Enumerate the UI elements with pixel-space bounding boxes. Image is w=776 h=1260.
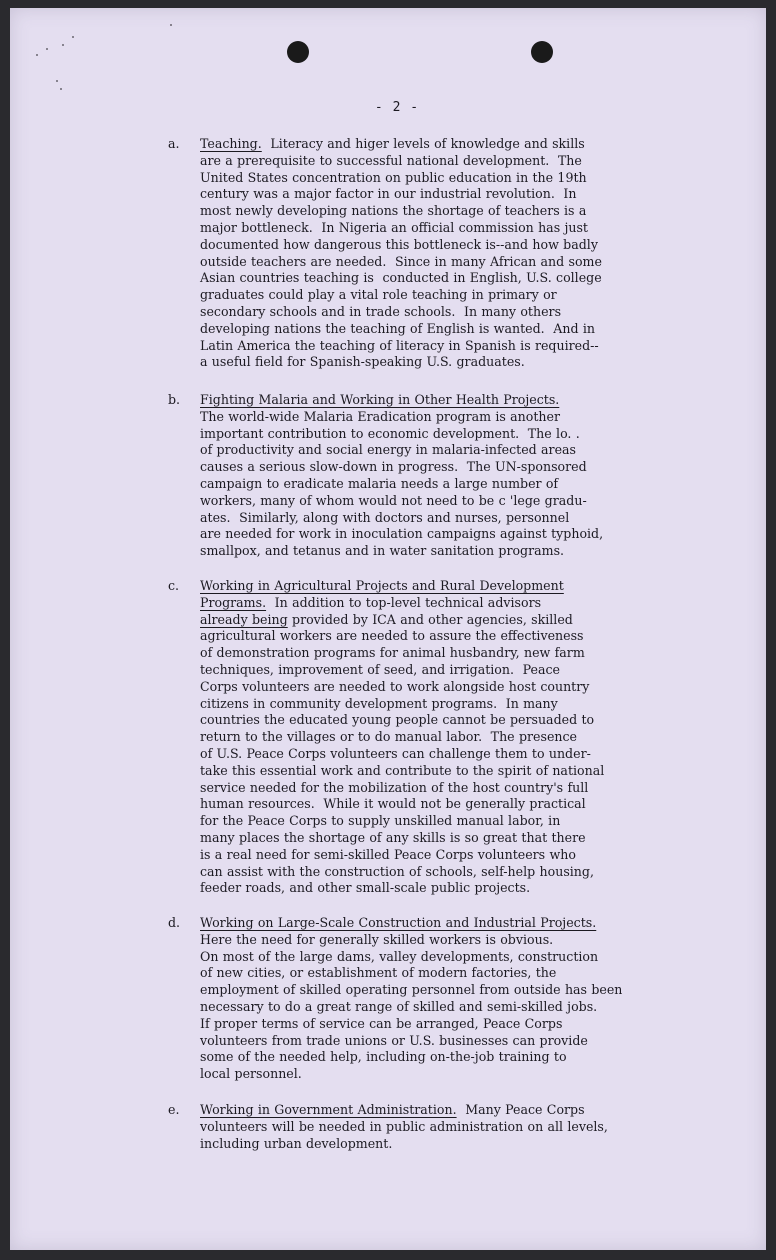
line-text: a useful field for Spanish-speaking U.S. graduates. — [200, 354, 525, 370]
text-line — [200, 999, 706, 1016]
text-line — [200, 729, 706, 746]
section-heading: already being — [200, 611, 288, 627]
section-d — [170, 915, 706, 1083]
line-text: countries the educated young people cannot be persuaded to — [200, 712, 595, 728]
line-text: century was a major factor in our industrial revolution. In — [200, 186, 577, 202]
paper-speck — [56, 80, 58, 82]
section-e — [170, 1102, 706, 1152]
text-line — [200, 746, 706, 763]
section-a — [170, 136, 706, 371]
text-line — [200, 543, 706, 560]
text-line — [200, 595, 706, 612]
section-marker: b. — [168, 392, 181, 407]
line-text: are needed for work in inoculation campaigns against typhoid, — [200, 526, 604, 542]
text-line — [200, 1136, 706, 1153]
document-page — [10, 8, 766, 1250]
text-line — [200, 153, 706, 170]
text-line — [200, 578, 706, 595]
text-line — [200, 459, 706, 476]
text-line — [200, 628, 706, 645]
section-paragraph — [200, 1102, 706, 1152]
text-line — [200, 476, 706, 493]
line-text: techniques, improvement of seed, and irrigation. Peace — [200, 661, 560, 677]
text-line — [200, 254, 706, 271]
text-line — [200, 186, 706, 203]
paper-speck — [72, 36, 74, 38]
line-text: most newly developing nations the shortage of teachers is a — [200, 203, 587, 219]
text-line — [200, 338, 706, 355]
line-text: provided by ICA and other agencies, skilled — [287, 611, 573, 627]
paper-speck — [60, 88, 62, 90]
paper-speck — [46, 48, 48, 50]
text-line — [200, 915, 706, 932]
section-marker: e. — [168, 1102, 180, 1117]
section-paragraph — [200, 136, 706, 371]
text-line — [200, 1102, 706, 1119]
line-text: documented how dangerous this bottleneck is--and how badly — [200, 236, 598, 252]
line-text: United States concentration on public education in the 19th — [200, 169, 587, 185]
line-text: Literacy and higer levels of knowledge and skills — [261, 136, 585, 151]
line-text: campaign to eradicate malaria needs a large number of — [200, 475, 559, 491]
line-text: of demonstration programs for animal husbandry, new farm — [200, 645, 585, 661]
line-text: agricultural workers are needed to assure the effectiveness — [200, 628, 584, 644]
text-line — [200, 1016, 706, 1033]
line-text: is a real need for semi-skilled Peace Corps volunteers who — [200, 846, 576, 862]
line-text: smallpox, and tetanus and in water sanitation programs. — [200, 543, 565, 559]
text-line — [200, 645, 706, 662]
line-text: ates. Similarly, along with doctors and nurses, personnel — [200, 509, 570, 525]
text-line — [200, 662, 706, 679]
text-line — [200, 426, 706, 443]
text-line — [200, 170, 706, 187]
section-c — [170, 578, 706, 897]
line-text: The world-wide Malaria Eradication program is another — [200, 408, 561, 424]
line-text: human resources. While it would not be generally practical — [200, 796, 586, 812]
line-text: service needed for the mobilization of the host country's full — [200, 779, 589, 795]
line-text: Corps volunteers are needed to work alongside host country — [200, 678, 590, 694]
text-line — [200, 510, 706, 527]
line-text: volunteers from trade unions or U.S. businesses can provide — [200, 1032, 588, 1048]
text-line — [200, 1049, 706, 1066]
line-text: are a prerequisite to successful national development. The — [200, 152, 582, 168]
text-line — [200, 712, 706, 729]
paper-speck — [62, 44, 64, 46]
text-line — [200, 982, 706, 999]
text-line — [200, 780, 706, 797]
line-text: local personnel. — [200, 1066, 302, 1082]
line-text: employment of skilled operating personnel from outside has been — [200, 982, 623, 998]
line-text: of new cities, or establishment of modern factories, the — [200, 965, 557, 981]
line-text: important contribution to economic development. The lo. . — [200, 425, 580, 441]
text-line — [200, 442, 706, 459]
text-line — [200, 965, 706, 982]
line-text: major bottleneck. In Nigeria an official commission has just — [200, 219, 588, 235]
text-line — [200, 949, 706, 966]
text-line — [200, 203, 706, 220]
line-text: causes a serious slow-down in progress. The UN-sponsored — [200, 459, 587, 475]
line-text: of U.S. Peace Corps volunteers can challenge them to under- — [200, 745, 591, 761]
line-text: volunteers will be needed in public administration on all levels, — [200, 1118, 608, 1134]
line-text: workers, many of whom would not need to be c 'lege gradu- — [200, 492, 587, 508]
punch-hole-right — [531, 41, 553, 63]
section-paragraph — [200, 915, 706, 1083]
line-text: graduates could play a vital role teaching in primary or — [200, 287, 557, 303]
section-heading: Working in Government Administration. — [200, 1102, 457, 1117]
line-text: On most of the large dams, valley developments, construction — [200, 948, 599, 964]
section-paragraph — [200, 578, 706, 897]
text-line — [200, 813, 706, 830]
section-heading: Teaching. — [200, 136, 262, 151]
text-line — [200, 526, 706, 543]
text-line — [200, 392, 706, 409]
line-text: many places the shortage of any skills is so great that there — [200, 829, 586, 845]
line-text: Many Peace Corps — [456, 1102, 585, 1117]
section-b — [170, 392, 706, 560]
text-line — [200, 321, 706, 338]
line-text: If proper terms of service can be arranged, Peace Corps — [200, 1015, 563, 1031]
punch-hole-left — [287, 41, 309, 63]
page-number: - 2 - — [374, 100, 420, 115]
section-marker: d. — [168, 915, 181, 930]
line-text: take this essential work and contribute to the spirit of national — [200, 762, 605, 778]
section-heading: Working on Large-Scale Construction and Industrial Projects. — [200, 915, 597, 930]
line-text: Latin America the teaching of literacy in Spanish is required-- — [200, 337, 599, 353]
text-line — [200, 220, 706, 237]
section-paragraph — [200, 392, 706, 560]
line-text: including urban development. — [200, 1135, 393, 1151]
text-line — [200, 796, 706, 813]
text-line — [200, 493, 706, 510]
text-line — [200, 763, 706, 780]
text-line — [200, 696, 706, 713]
text-line — [200, 1119, 706, 1136]
line-text: some of the needed help, including on-the-job training to — [200, 1049, 567, 1065]
line-text: outside teachers are needed. Since in many African and some — [200, 253, 602, 269]
paper-speck — [170, 24, 172, 26]
section-marker: c. — [168, 578, 180, 593]
text-line — [200, 354, 706, 371]
text-line — [200, 270, 706, 287]
text-line — [200, 679, 706, 696]
text-line — [200, 1066, 706, 1083]
section-marker: a. — [168, 136, 180, 151]
text-line — [200, 830, 706, 847]
paper-speck — [36, 54, 38, 56]
line-text: Asian countries teaching is conducted in English, U.S. college — [200, 270, 602, 286]
line-text: developing nations the teaching of English is wanted. And in — [200, 320, 595, 336]
text-line — [200, 864, 706, 881]
line-text: feeder roads, and other small-scale public projects. — [200, 880, 531, 896]
section-heading: Working in Agricultural Projects and Rural Development — [200, 578, 564, 593]
line-text: citizens in community development programs. In many — [200, 695, 558, 711]
text-line — [200, 237, 706, 254]
line-text: secondary schools and in trade schools. In many others — [200, 303, 562, 319]
text-line — [200, 136, 706, 153]
text-line — [200, 409, 706, 426]
line-text: necessary to do a great range of skilled and semi-skilled jobs. — [200, 998, 598, 1014]
section-heading: Fighting Malaria and Working in Other Health Projects. — [200, 392, 560, 407]
text-line — [200, 847, 706, 864]
line-text: return to the villages or to do manual labor. The presence — [200, 729, 578, 745]
text-line — [200, 304, 706, 321]
line-text: Here the need for generally skilled workers is obvious. — [200, 931, 554, 947]
text-line — [200, 1033, 706, 1050]
text-line — [200, 287, 706, 304]
line-text: of productivity and social energy in malaria-infected areas — [200, 442, 576, 458]
text-line — [200, 880, 706, 897]
line-text: can assist with the construction of schools, self-help housing, — [200, 863, 594, 879]
text-line — [200, 612, 706, 629]
section-heading: Programs. — [200, 594, 267, 610]
text-line — [200, 932, 706, 949]
line-text: for the Peace Corps to supply unskilled manual labor, in — [200, 813, 561, 829]
line-text: In addition to top-level technical advisors — [266, 594, 542, 610]
